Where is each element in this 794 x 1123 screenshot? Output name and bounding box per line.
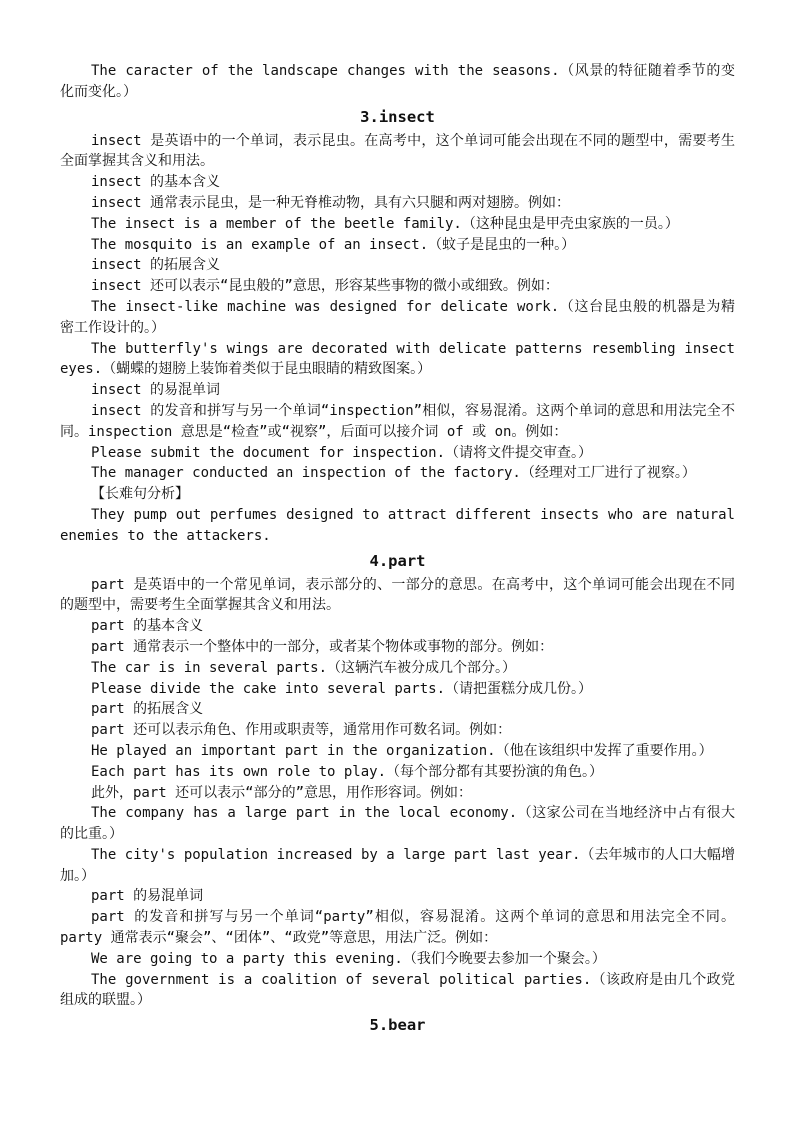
example-sentence: The insect is a member of the beetle family.（这种昆虫是甲壳虫家族的一员。）: [91, 215, 679, 232]
example-sentence: We are going to a party this evening.（我们今晚要去参加一个聚会。）: [91, 950, 606, 967]
subheading: part 的易混单词: [91, 888, 204, 905]
subheading: insect 的易混单词: [91, 382, 221, 399]
paragraph: insect 的发音和拼写与另一个单词“inspection”相似，容易混淆。这两个单词的意思和用法完全不同。inspection 意思是“检查”或“视察”，后面可以接介词 of 或 on。例如：: [60, 402, 735, 440]
example-sentence: The city's population increased by a large part last year.（去年城市的人口大幅增加。）: [60, 846, 735, 884]
section-heading-bear: 5.bear: [369, 1016, 426, 1035]
example-sentence: He played an important part in the organization.（他在该组织中发挥了重要作用。）: [91, 742, 713, 759]
subheading: part 的拓展含义: [91, 701, 204, 718]
section-heading-insect: 3.insect: [360, 107, 435, 126]
paragraph: part 的发音和拼写与另一个单词“party”相似，容易混淆。这两个单词的意思和用法完全不同。party 通常表示“聚会”、“团体”、“政党”等意思，用法广泛。例如：: [60, 909, 735, 947]
example-sentence: The manager conducted an inspection of the factory.（经理对工厂进行了视察。）: [91, 465, 696, 482]
paragraph: insect 还可以表示“昆虫般的”意思，形容某些事物的微小或细致。例如：: [91, 278, 559, 295]
example-sentence: The insect-like machine was designed for delicate work.（这台昆虫般的机器是为精密工作设计的。）: [60, 298, 735, 336]
example-sentence: The company has a large part in the local economy.（这家公司在当地经济中占有很大的比重。）: [60, 805, 735, 843]
example-sentence: The butterfly's wings are decorated with delicate patterns resembling insect eyes.（蝴蝶的翅膀上装饰着类似于昆虫眼睛的精致图案。）: [60, 340, 735, 378]
example-sentence: The car is in several parts.（这辆汽车被分成几个部分。）: [91, 659, 517, 676]
example-sentence: Please submit the document for inspection.（请将文件提交审查。）: [91, 444, 593, 461]
example-sentence: Please divide the cake into several parts.（请把蛋糕分成几份。）: [91, 680, 593, 697]
paragraph: insect 通常表示昆虫，是一种无脊椎动物，具有六只腿和两对翅膀。例如：: [91, 194, 570, 211]
example-sentence: They pump out perfumes designed to attract different insects who are natural enemies to the attackers.: [60, 506, 735, 544]
subheading: part 的基本含义: [91, 618, 204, 635]
document-page: [60, 61, 735, 1039]
subheading: 【长难句分析】: [91, 486, 189, 503]
subheading: insect 的基本含义: [91, 174, 221, 191]
paragraph: insect 是英语中的一个单词，表示昆虫。在高考中，这个单词可能会出现在不同的题型中，需要考生全面掌握其含义和用法。: [60, 132, 735, 170]
paragraph: part 是英语中的一个常见单词，表示部分的、一部分的意思。在高考中，这个单词可能会出现在不同的题型中，需要考生全面掌握其含义和用法。: [60, 576, 735, 614]
paragraph: part 还可以表示角色、作用或职责等，通常用作可数名词。例如：: [91, 722, 512, 739]
paragraph: part 通常表示一个整体中的一部分，或者某个物体或事物的部分。例如：: [91, 638, 554, 655]
example-sentence: Each part has its own role to play.（每个部分都有其要扮演的角色。）: [91, 763, 604, 780]
example-sentence: The government is a coalition of several political parties.（该政府是由几个政党组成的联盟。）: [60, 971, 735, 1009]
paragraph: 此外，part 还可以表示“部分的”意思，用作形容词。例如：: [91, 784, 472, 801]
subheading: insect 的拓展含义: [91, 257, 221, 274]
paragraph: The caracter of the landscape changes with the seasons.（风景的特征随着季节的变化而变化。）: [60, 63, 735, 100]
example-sentence: The mosquito is an example of an insect.（蚊子是昆虫的一种。）: [91, 236, 576, 253]
section-heading-part: 4.part: [369, 551, 426, 570]
